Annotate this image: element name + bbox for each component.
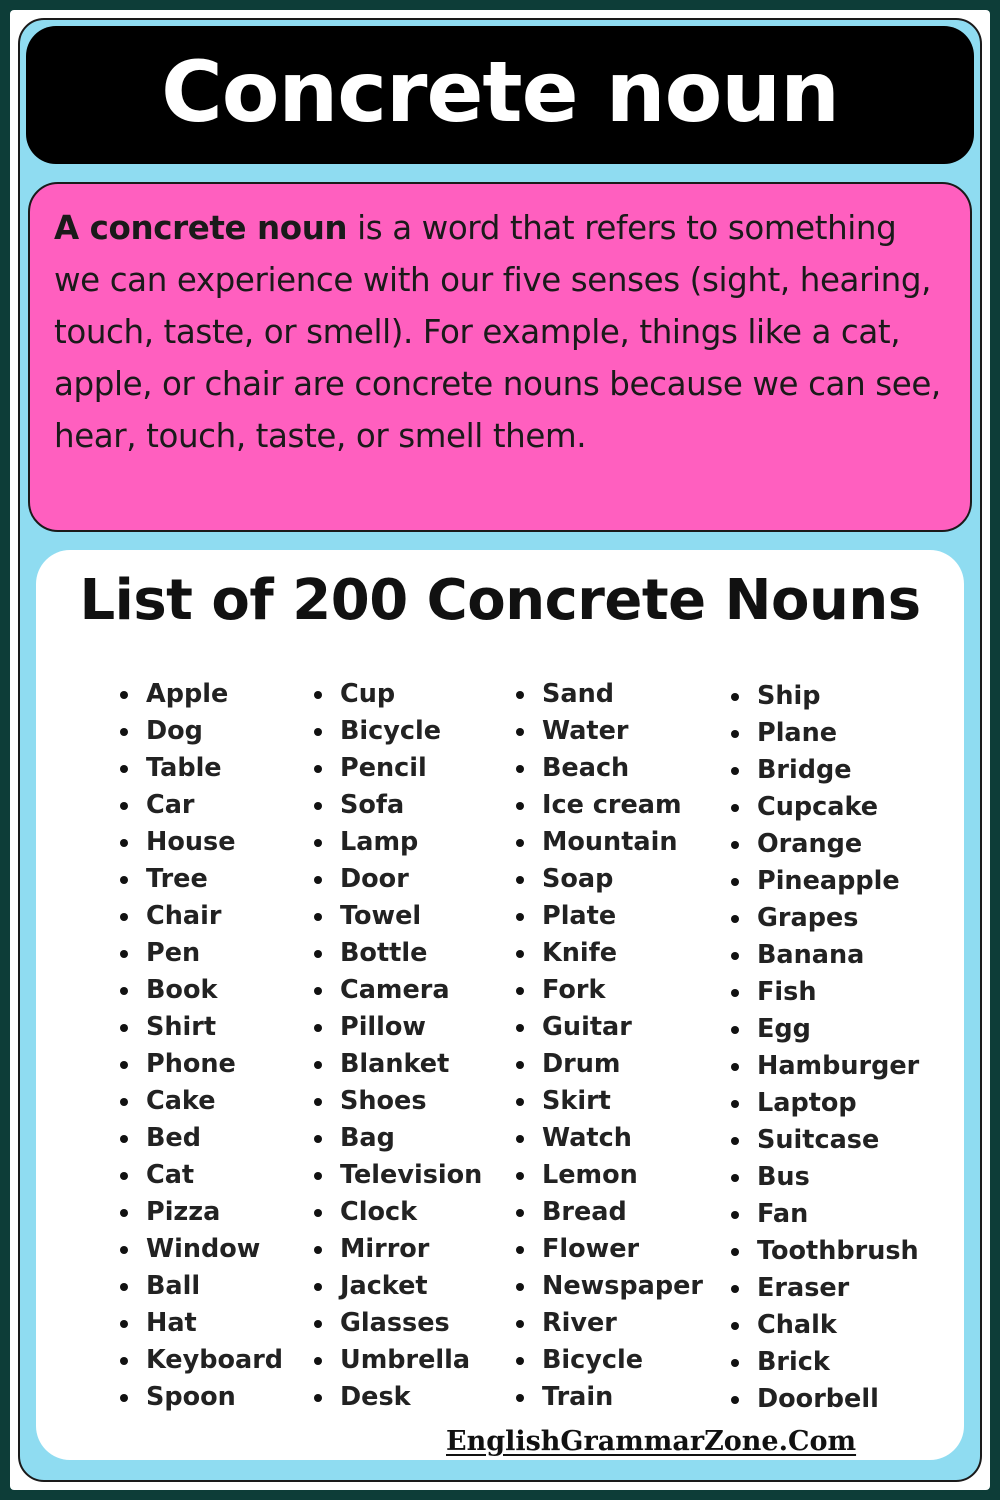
noun-list-item: Banana <box>731 937 919 974</box>
noun-list-item: Drum <box>516 1046 703 1083</box>
noun-list-item: Desk <box>314 1379 482 1416</box>
noun-list-item: Bridge <box>731 752 919 789</box>
noun-list-item: Cake <box>120 1083 283 1120</box>
noun-list-item: Window <box>120 1231 283 1268</box>
noun-list-item: Door <box>314 861 482 898</box>
noun-list-item: Glasses <box>314 1305 482 1342</box>
noun-list-item: Pineapple <box>731 863 919 900</box>
noun-column-1 <box>120 676 283 1416</box>
noun-list-item: Bottle <box>314 935 482 972</box>
noun-list-item: Knife <box>516 935 703 972</box>
noun-list-item: Towel <box>314 898 482 935</box>
noun-list-item: Lamp <box>314 824 482 861</box>
title-bar <box>26 26 974 164</box>
page-title: Concrete noun <box>161 43 839 141</box>
noun-list-item: Pencil <box>314 750 482 787</box>
noun-list-item: Cupcake <box>731 789 919 826</box>
noun-list-item: Hat <box>120 1305 283 1342</box>
definition-term: A concrete noun <box>54 209 348 247</box>
noun-list-item: Fish <box>731 974 919 1011</box>
noun-list-item: Pillow <box>314 1009 482 1046</box>
noun-list-item: Bicycle <box>516 1342 703 1379</box>
noun-list-item: Beach <box>516 750 703 787</box>
noun-list-item: Jacket <box>314 1268 482 1305</box>
noun-list-item: Apple <box>120 676 283 713</box>
noun-list-item: Orange <box>731 826 919 863</box>
noun-list-item: Cup <box>314 676 482 713</box>
noun-list-item: Car <box>120 787 283 824</box>
noun-list-item: Chair <box>120 898 283 935</box>
list-heading: List of 200 Concrete Nouns <box>79 568 921 633</box>
noun-list-item: Suitcase <box>731 1122 919 1159</box>
noun-list-item: Umbrella <box>314 1342 482 1379</box>
noun-list-item: Tree <box>120 861 283 898</box>
noun-list-item: Dog <box>120 713 283 750</box>
noun-column-4 <box>731 678 919 1418</box>
noun-list-item: Camera <box>314 972 482 1009</box>
noun-list-item: Television <box>314 1157 482 1194</box>
noun-list-item: Ball <box>120 1268 283 1305</box>
definition-box <box>28 182 972 532</box>
noun-list-item: Skirt <box>516 1083 703 1120</box>
definition-text: is a word that refers to something we can experience with our five senses (sight, hearing, touch, taste, or smell). For example, things like a cat, apple, or chair are concrete nouns because we can see, hear, touch, taste, or smell them. <box>54 209 941 455</box>
noun-list-item: Bus <box>731 1159 919 1196</box>
noun-list-item: Flower <box>516 1231 703 1268</box>
noun-list-item: Plate <box>516 898 703 935</box>
noun-list-item: Spoon <box>120 1379 283 1416</box>
noun-list-item: Shoes <box>314 1083 482 1120</box>
noun-list-item: Bag <box>314 1120 482 1157</box>
noun-list-item: Toothbrush <box>731 1233 919 1270</box>
noun-list-panel <box>36 550 964 1460</box>
noun-list-item: Cat <box>120 1157 283 1194</box>
definition-paragraph <box>54 202 948 462</box>
noun-list-item: Pizza <box>120 1194 283 1231</box>
noun-list-item: Plane <box>731 715 919 752</box>
noun-list-item: River <box>516 1305 703 1342</box>
noun-list-item: Chalk <box>731 1307 919 1344</box>
noun-list-item: Lemon <box>516 1157 703 1194</box>
noun-list-item: Soap <box>516 861 703 898</box>
noun-list-item: Pen <box>120 935 283 972</box>
noun-list-item: Train <box>516 1379 703 1416</box>
noun-list-item: Newspaper <box>516 1268 703 1305</box>
noun-list-item: Mountain <box>516 824 703 861</box>
noun-list-item: Fork <box>516 972 703 1009</box>
noun-list-item: Ice cream <box>516 787 703 824</box>
noun-list-item: Guitar <box>516 1009 703 1046</box>
noun-list-item: Laptop <box>731 1085 919 1122</box>
noun-list-item: Eraser <box>731 1270 919 1307</box>
noun-list-item: Watch <box>516 1120 703 1157</box>
noun-list-item: Water <box>516 713 703 750</box>
noun-list-item: Sofa <box>314 787 482 824</box>
noun-list-item: Keyboard <box>120 1342 283 1379</box>
noun-list-item: Clock <box>314 1194 482 1231</box>
noun-list-item: Bicycle <box>314 713 482 750</box>
noun-list-item: Brick <box>731 1344 919 1381</box>
noun-list-item: Egg <box>731 1011 919 1048</box>
noun-list-item: Hamburger <box>731 1048 919 1085</box>
noun-list-item: House <box>120 824 283 861</box>
noun-list-item: Sand <box>516 676 703 713</box>
noun-list-item: Shirt <box>120 1009 283 1046</box>
noun-list-item: Doorbell <box>731 1381 919 1418</box>
outer-frame <box>10 10 990 1490</box>
noun-column-2 <box>314 676 482 1416</box>
noun-list-item: Bed <box>120 1120 283 1157</box>
noun-list-item: Table <box>120 750 283 787</box>
noun-list-item: Blanket <box>314 1046 482 1083</box>
noun-list-item: Mirror <box>314 1231 482 1268</box>
noun-list-item: Phone <box>120 1046 283 1083</box>
noun-list-item: Fan <box>731 1196 919 1233</box>
noun-column-3 <box>516 676 703 1416</box>
poster-panel <box>18 18 982 1482</box>
noun-list-item: Bread <box>516 1194 703 1231</box>
noun-list-item: Book <box>120 972 283 1009</box>
noun-list-item: Grapes <box>731 900 919 937</box>
noun-list-item: Ship <box>731 678 919 715</box>
website-credit: EnglishGrammarZone.Com <box>446 1426 857 1457</box>
